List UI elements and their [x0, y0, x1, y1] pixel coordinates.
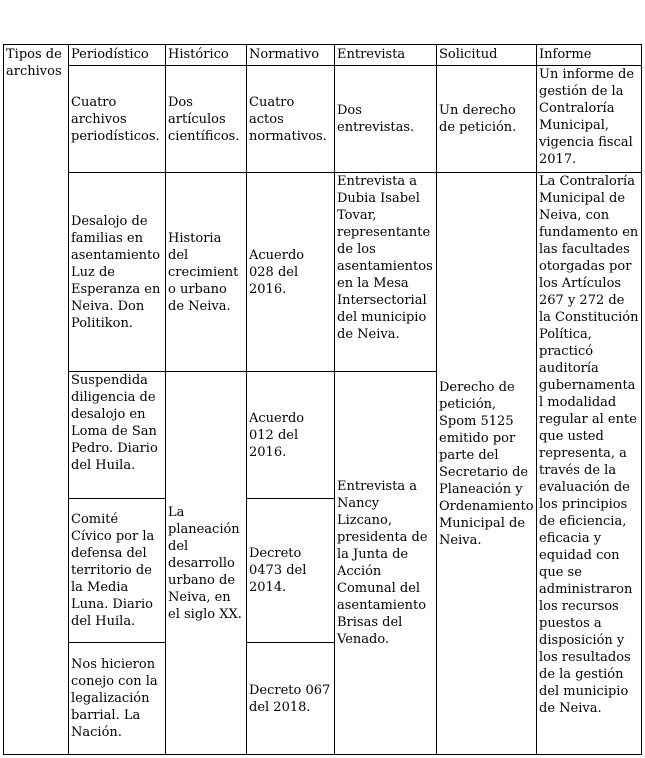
periodistico-cell — [69, 643, 166, 755]
historico-cell — [166, 372, 247, 755]
column-header-entrevista — [335, 45, 437, 66]
entrevista-cell — [335, 372, 437, 755]
historico-entry: Historia del crecimiento urbano de Neiva. — [168, 230, 239, 314]
periodistico-cell — [69, 173, 166, 372]
normativo-entry: Decreto 0473 del 2014. — [249, 546, 307, 595]
normativo-entry: Acuerdo 012 del 2016. — [249, 410, 305, 460]
periodistico-entry: Comité Cívico por la defensa del territorio de la Media Luna. Diario del Huila. — [71, 512, 155, 629]
column-header-solicitud — [437, 45, 537, 66]
entrevista-entry: Entrevista a Nancy Lizcano, presidenta de la Junta de Acción Comunal del asentamiento Brisas del Venado. — [337, 479, 428, 647]
column-header-normativo — [247, 45, 335, 66]
archive-types-table — [3, 44, 642, 755]
header-row — [4, 45, 642, 66]
historico-cell — [166, 173, 247, 372]
informe-cell — [537, 173, 642, 755]
summary-periodistico: Cuatro archivos periodísticos. — [71, 94, 160, 144]
solicitud-cell — [437, 173, 537, 755]
normativo-cell — [247, 372, 335, 499]
entrevista-entry: Entrevista a Dubia Isabel Tovar, representante de los asentamientos en la Mesa Intersectorial del municipio de Neiva. — [337, 174, 433, 342]
summary-solicitud-cell — [437, 66, 537, 173]
column-header-label: Normativo — [249, 47, 320, 62]
summary-normativo: Cuatro actos normativos. — [249, 94, 327, 144]
row-header-label: Tipos de archivos — [6, 47, 62, 79]
normativo-entry: Decreto 067 del 2018. — [249, 682, 331, 715]
normativo-cell — [247, 499, 335, 643]
summary-informe-cell — [537, 66, 642, 173]
periodistico-entry: Desalojo de familias en asentamiento Luz de Esperanza en Neiva. Don Politikon. — [71, 213, 161, 331]
summary-historico-cell — [166, 66, 247, 173]
column-header-periodistico — [69, 45, 166, 66]
normativo-cell — [247, 173, 335, 372]
column-header-label: Solicitud — [439, 47, 498, 62]
summary-informe: Un informe de gestión de la Contraloría Municipal, vigencia fiscal 2017. — [539, 67, 635, 167]
summary-entrevista-cell — [335, 66, 437, 173]
summary-row — [4, 66, 642, 173]
summary-normativo-cell — [247, 66, 335, 173]
column-header-label: Histórico — [168, 47, 229, 62]
informe-entry: La Contraloría Municipal de Neiva, con fundamento en las facultades otorgadas por los Artículos 267 y 272 de la Constitución Política, practicó auditoría gubernamental modalidad regular al ente que usted representa, a través de la evaluación de los principios de eficiencia, eficacia y equidad con que se administraron los recursos puestos a disposición y los resultados de la gestión del municipio de Neiva. — [539, 174, 639, 716]
periodistico-entry: Suspendida diligencia de desalojo en Loma de San Pedro. Diario del Huila. — [71, 373, 158, 473]
historico-entry: La planeación del desarrollo urbano de Neiva, en el siglo XX. — [168, 504, 242, 622]
periodistico-cell — [69, 499, 166, 643]
column-header-historico — [166, 45, 247, 66]
summary-entrevista: Dos entrevistas. — [337, 103, 415, 135]
summary-solicitud: Un derecho de petición. — [439, 103, 517, 135]
solicitud-entry: Derecho de petición, Spom 5125 emitido por parte del Secretario de Planeación y Ordenamiento Municipal de Neiva. — [439, 379, 534, 548]
column-header-label: Informe — [539, 47, 592, 62]
row-header-cell — [4, 45, 69, 755]
column-header-informe — [537, 45, 642, 66]
column-header-label: Periodístico — [71, 47, 149, 62]
entrevista-cell — [335, 173, 437, 372]
summary-historico: Dos artículos científicos. — [168, 94, 240, 144]
normativo-cell — [247, 643, 335, 755]
normativo-entry: Acuerdo 028 del 2016. — [249, 247, 305, 297]
summary-periodistico-cell — [69, 66, 166, 173]
periodistico-cell — [69, 372, 166, 499]
periodistico-entry: Nos hicieron conejo con la legalización barrial. La Nación. — [71, 657, 158, 740]
column-header-label: Entrevista — [337, 47, 406, 62]
detail-row — [4, 173, 642, 372]
